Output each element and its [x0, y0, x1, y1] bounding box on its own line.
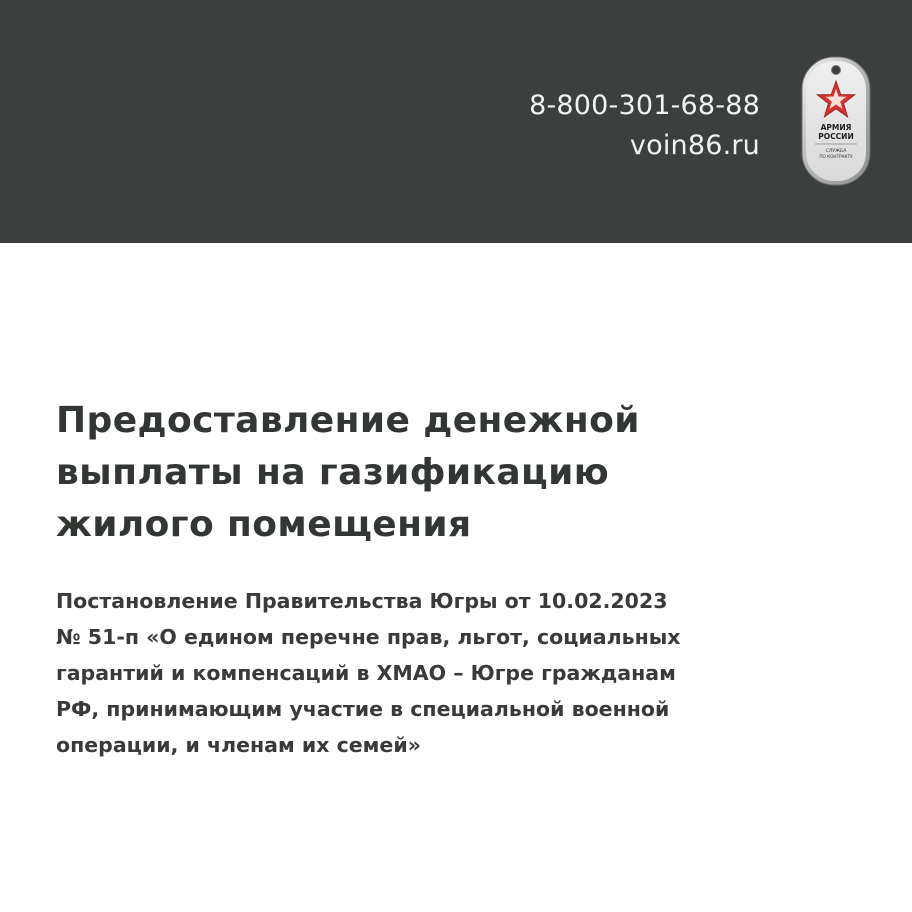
title-line: Предоставление денежной [56, 400, 640, 441]
army-star-badge-icon [801, 56, 871, 186]
page-title [56, 395, 856, 551]
title-line: жилого помещения [56, 504, 472, 545]
website-link[interactable]: voin86.ru [629, 130, 760, 161]
decree-line: Постановление Правительства Югры от 10.02.2023 [56, 589, 668, 613]
decree-reference [56, 583, 876, 763]
badge-text-service: СЛУЖБА [825, 149, 847, 154]
badge-text-contract: ПО КОНТРАКТУ [819, 154, 853, 159]
decree-line: РФ, принимающим участие в специальной военной [56, 697, 670, 721]
header-banner [0, 0, 912, 243]
decree-line: № 51-п «О едином перечне прав, льгот, социальных [56, 625, 681, 649]
phone-number[interactable]: 8-800-301-68-88 [529, 90, 760, 121]
contact-info [529, 86, 760, 166]
badge-text-russia: РОССИИ [818, 132, 854, 141]
badge-text-army: АРМИЯ [820, 123, 852, 132]
decree-line: гарантий и компенсаций в ХМАО – Югре гражданам [56, 661, 676, 685]
title-line: выплаты на газификацию [56, 452, 610, 493]
decree-line: операции, и членам их семей» [56, 733, 421, 757]
